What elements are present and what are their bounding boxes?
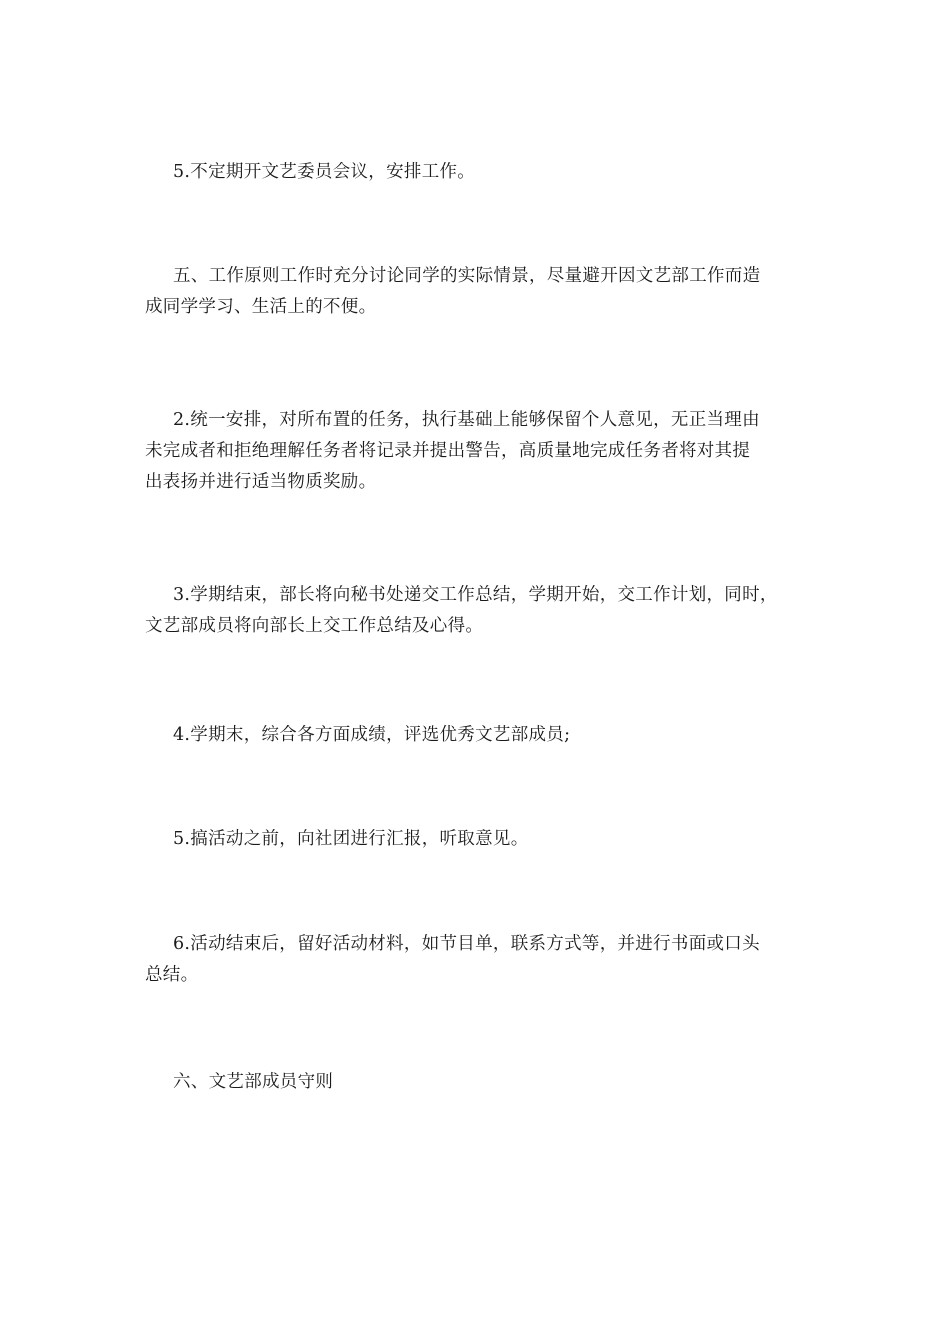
paragraph-item-5-meeting (145, 157, 810, 188)
paragraph-item-3-term-summary (145, 580, 810, 642)
paragraph-line: 6.活动结束后，留好活动材料，如节目单，联系方式等，并进行书面或口头 (173, 934, 760, 954)
paragraph-line: 总结。 (145, 965, 199, 985)
paragraph-line: 六、文艺部成员守则 (173, 1072, 334, 1092)
paragraph-line: 成同学学习、生活上的不便。 (145, 297, 377, 317)
paragraph-line: 出表扬并进行适当物质奖励。 (145, 472, 377, 492)
paragraph-line: 五、工作原则工作时充分讨论同学的实际情景，尽量避开因文艺部工作而造 (173, 266, 761, 286)
paragraph-line: 5.不定期开文艺委员会议，安排工作。 (173, 162, 476, 182)
paragraph-line: 未完成者和拒绝理解任务者将记录并提出警告，高质量地完成任务者将对其提 (145, 441, 751, 461)
paragraph-line: 文艺部成员将向部长上交工作总结及心得。 (145, 616, 484, 636)
paragraph-line: 4.学期末，综合各方面成绩，评选优秀文艺部成员; (173, 725, 571, 745)
paragraph-item-4-evaluation (145, 720, 810, 751)
paragraph-line: 5.搞活动之前，向社团进行汇报，听取意见。 (173, 829, 529, 849)
paragraph-item-5-report (145, 824, 810, 855)
paragraph-item-6-materials (145, 929, 810, 991)
paragraph-section-five-principles (145, 261, 810, 323)
paragraph-section-six-heading (145, 1067, 810, 1098)
paragraph-item-2-arrangement (145, 405, 810, 498)
paragraph-line: 3.学期结束，部长将向秘书处递交工作总结，学期开始，交工作计划，同时， (173, 585, 778, 605)
paragraph-line: 2.统一安排，对所布置的任务，执行基础上能够保留个人意见，无正当理由 (173, 410, 760, 430)
